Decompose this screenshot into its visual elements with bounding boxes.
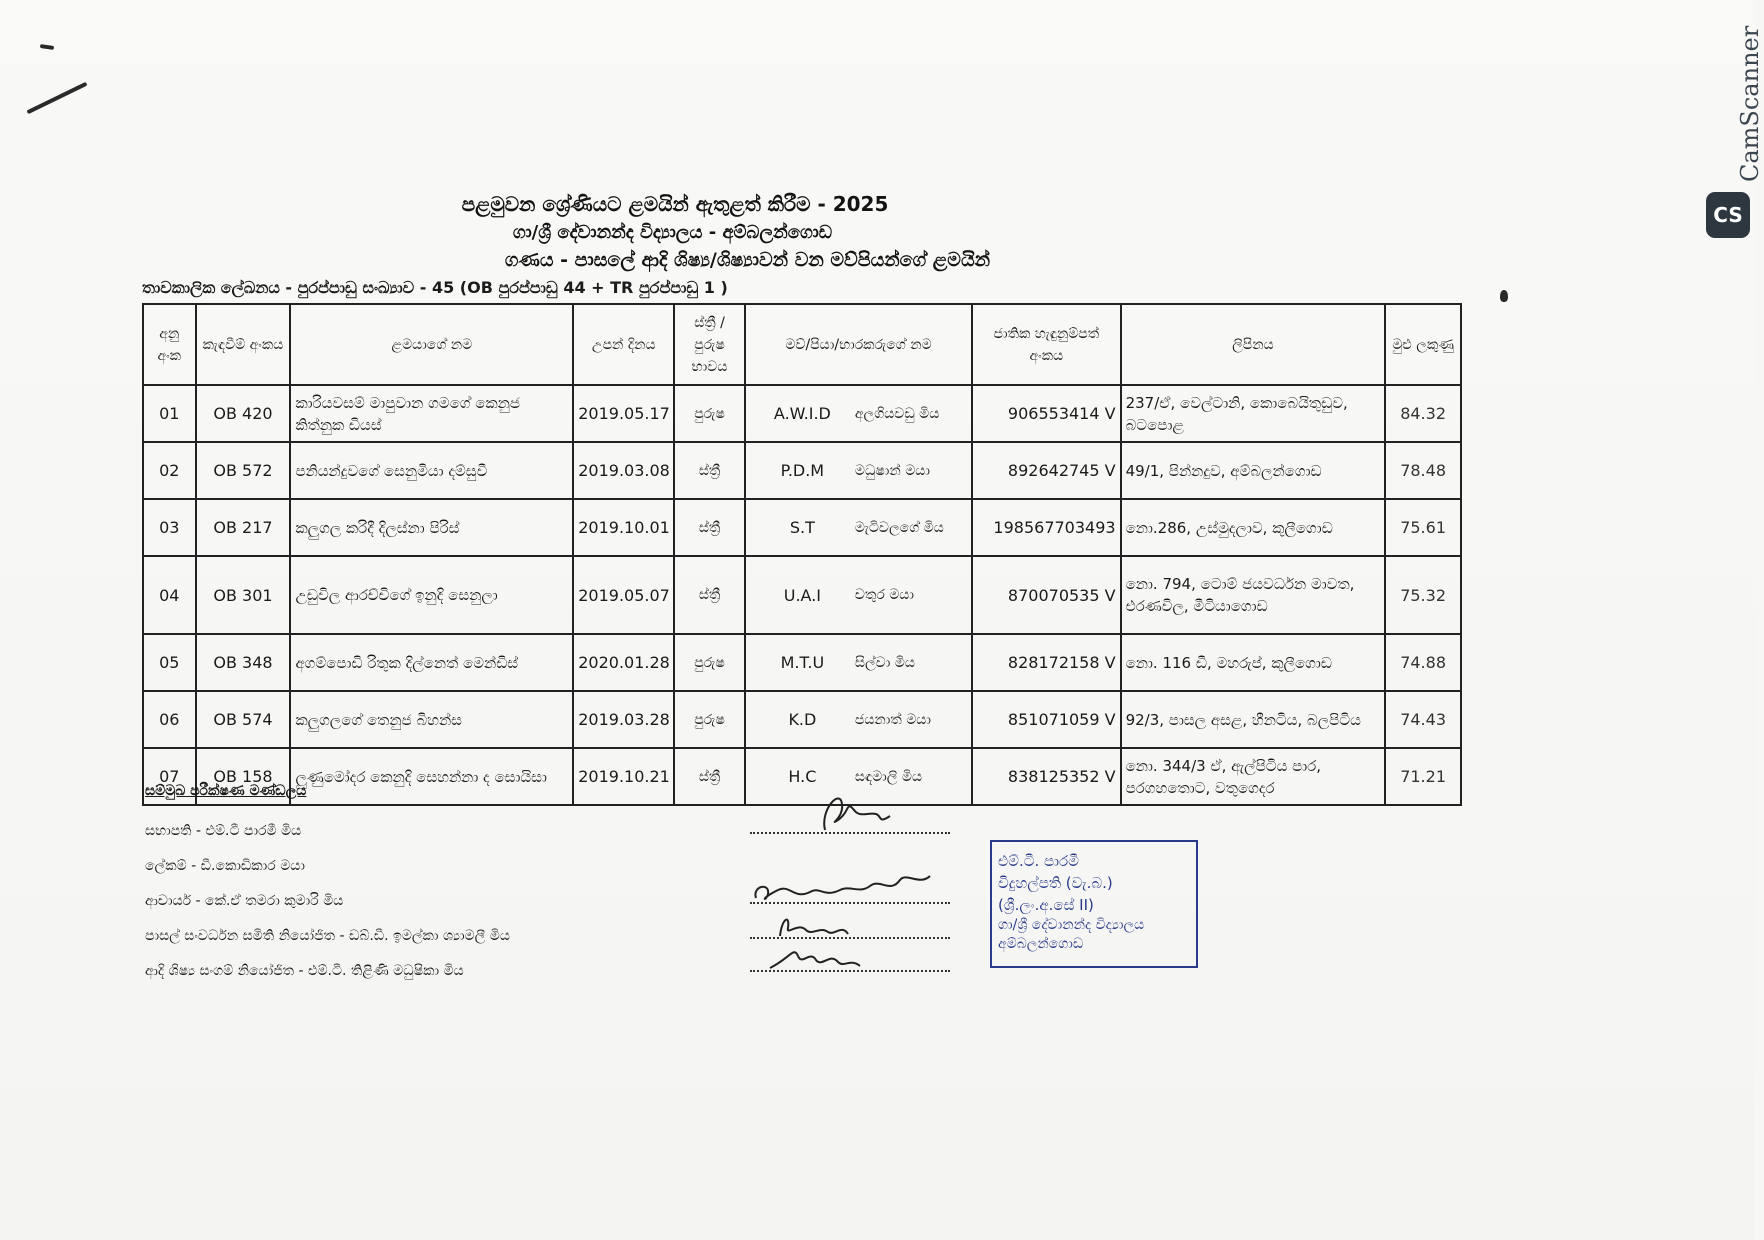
cell-gender: පුරුෂ — [674, 634, 745, 691]
cell-serial: 01 — [143, 385, 196, 442]
cell-parent — [745, 442, 972, 499]
cell-nic: 906553414 V — [972, 385, 1120, 442]
cell-app-no: OB 348 — [196, 634, 291, 691]
cell-address: නො. 344/3 ඒ, ඇල්පිටිය පාර, පරගහතොට, වතුගෙදර — [1121, 748, 1386, 805]
parent-initials: U.A.I — [783, 585, 822, 605]
cell-dob: 2019.05.07 — [573, 556, 674, 634]
cell-gender: ස්ත්‍රී — [674, 499, 745, 556]
cell-child-name: ලුණුමෝදර කෙනුදි සෙහන්නා ද සොයිසා — [290, 748, 573, 805]
cell-serial: 04 — [143, 556, 196, 634]
committee-member: ලේකම් - ඩී.කොඩිකාර මයා — [145, 858, 305, 874]
list-subtitle: තාවකාලික ලේඛනය - පුරප්පාඩු සංඛ්‍යාව - 45 (OB පුරප්පාඩු 44 + TR පුරප්පාඩු 1 ) — [142, 278, 728, 297]
camscanner-watermark: CamScanner — [1736, 25, 1764, 182]
cell-marks: 71.21 — [1385, 748, 1461, 805]
cell-child-name: කලුගල කරිදී දිලස්නා පිරිස් — [290, 499, 573, 556]
header-serial: අනු අංක — [143, 304, 196, 385]
cell-address: 92/3, පාසල අසළ, හීනටිය, බලපිටිය — [1121, 691, 1386, 748]
stamp-title: විදුහල්පති (වැ.බ.) — [998, 874, 1113, 892]
cell-marks: 74.88 — [1385, 634, 1461, 691]
principal-stamp — [990, 840, 1198, 968]
cell-dob: 2019.05.17 — [573, 385, 674, 442]
cell-serial: 07 — [143, 748, 196, 805]
parent-name: මැටිවලගේ මිය — [854, 519, 944, 536]
parent-initials: P.D.M — [780, 461, 825, 480]
cell-app-no: OB 217 — [196, 499, 291, 556]
cell-child-name: කාරියවසම් මාපුවාන ගමගේ කෙනුජ කිත්නුක ඩියස් — [290, 385, 573, 442]
cell-serial: 05 — [143, 634, 196, 691]
parent-initials: S.T — [789, 518, 815, 537]
document-titles — [140, 192, 1260, 271]
parent-name: චතුර මයා — [854, 587, 914, 603]
cell-child-name: කලුගලගේ තෙනුජ බිහන්ස — [290, 691, 573, 748]
committee-heading: සම්මුඛ පරීක්ෂණ මණ්ඩලය — [145, 783, 307, 799]
table-row — [143, 634, 1461, 691]
header-address: ලිපිනය — [1121, 304, 1386, 385]
signatures — [750, 790, 955, 975]
table-row — [143, 442, 1461, 499]
committee-member: ආදි ශිෂ්‍ය සංගම් නියෝජිත - එම්.ටී. තිළිණි මධුෂිකා මිය — [145, 963, 464, 979]
title-line-2: ගා/ශ්‍රී දේවානන්ද විද්‍යාලය - අම්බලන්ගොඩ — [512, 222, 833, 243]
signature-sdc-rep — [770, 952, 860, 968]
interview-committee — [145, 783, 510, 996]
cell-nic: 851071059 V — [972, 691, 1120, 748]
parent-initials: H.C — [788, 767, 817, 786]
stamp-town: අම්බලන්ගොඩ — [998, 936, 1084, 952]
cell-dob: 2019.03.28 — [573, 691, 674, 748]
parent-name: මධුෂාන් මයා — [854, 462, 930, 479]
header-gender: ස්ත්‍රී / පුරුෂ භාවය — [674, 304, 745, 385]
header-marks: මුළු ලකුණු — [1385, 304, 1461, 385]
cell-parent — [745, 556, 972, 634]
header-child-name: ළමයාගේ නම — [290, 304, 573, 385]
cell-nic: 892642745 V — [972, 442, 1120, 499]
stamp-service: (ශ්‍රී.ලං.අ.සේ II) — [998, 896, 1094, 914]
table-row — [143, 691, 1461, 748]
cell-child-name: උඩුවිල ආරච්චිගේ ඉනුදි සෙනුලා — [290, 556, 573, 634]
cell-gender: පුරුෂ — [674, 385, 745, 442]
committee-member: පාසල් සංවර්ධන සමිති නියෝජිත - ඩබ්.ඩී. ඉමල්කා ශ්‍යාමලී මිය — [145, 928, 510, 944]
signature-teacher — [780, 920, 848, 936]
cell-app-no: OB 574 — [196, 691, 291, 748]
cell-app-no: OB 572 — [196, 442, 291, 499]
cell-nic: 198567703493 — [972, 499, 1120, 556]
cell-parent — [745, 385, 972, 442]
title-line-3: ගණය - පාසලේ ආදි ශිෂ්‍ය/ශිෂ්‍යාවන් වන මව්පියන්ගේ ළමයින් — [504, 249, 991, 271]
header-app-no: කැඳවීම් අංකය — [196, 304, 291, 385]
cell-address: නො.286, උස්මුදලාව, කුලීගොඩ — [1121, 499, 1386, 556]
scan-mark — [1500, 290, 1508, 302]
cell-app-no: OB 420 — [196, 385, 291, 442]
cell-dob: 2019.10.01 — [573, 499, 674, 556]
cell-marks: 78.48 — [1385, 442, 1461, 499]
cell-app-no: OB 158 — [196, 748, 291, 805]
table-header-row — [143, 304, 1461, 385]
signature-chairperson — [824, 798, 890, 830]
committee-member: සභාපති - එම්.ටී පාරමී මිය — [145, 823, 302, 839]
parent-name: සඳමාලි මිය — [854, 768, 923, 785]
parent-initials: M.T.U — [780, 653, 825, 672]
cell-app-no: OB 301 — [196, 556, 291, 634]
cell-gender: ස්ත්‍රී — [674, 748, 745, 805]
cell-child-name: අගම්පොඩි රිතුක දිල්නෙත් මෙන්ඩිස් — [290, 634, 573, 691]
admission-table — [142, 303, 1462, 806]
cell-marks: 84.32 — [1385, 385, 1461, 442]
cell-gender: ස්ත්‍රී — [674, 556, 745, 634]
cell-address: 237/ඒ, වෙල්ටානි, කොබෙයිතුඩුව, බටපොළ — [1121, 385, 1386, 442]
table-row — [143, 556, 1461, 634]
cell-nic: 828172158 V — [972, 634, 1120, 691]
cell-gender: ස්ත්‍රී — [674, 442, 745, 499]
cell-serial: 03 — [143, 499, 196, 556]
parent-initials: K.D — [788, 710, 817, 729]
cell-nic: 838125352 V — [972, 748, 1120, 805]
header-dob: උපන් දිනය — [573, 304, 674, 385]
cell-child-name: පනියන්දුවගේ සෙනුමියා දම්සුවී — [290, 442, 573, 499]
cell-nic: 870070535 V — [972, 556, 1120, 634]
header-parent: මව්/පියා/භාරකරුගේ නම — [745, 304, 972, 385]
camscanner-logo-icon: CS — [1706, 192, 1750, 238]
parent-name: අලගියවඩු මිය — [854, 405, 940, 422]
cell-marks: 75.32 — [1385, 556, 1461, 634]
committee-member: ආචාර්ය - කේ.ඒ තමරා කුමාරි මිය — [145, 893, 344, 909]
title-line-1: පළමුවන ශ්‍රේණියට ළමයින් ඇතුළත් කිරීම - 2025 — [461, 192, 889, 216]
parent-name: ජයනාත් මයා — [854, 711, 931, 728]
cell-marks: 74.43 — [1385, 691, 1461, 748]
handwritten-signatures — [750, 790, 955, 975]
cell-address: නො. 116 ඩී, මහරුප්, කුලීගොඩ — [1121, 634, 1386, 691]
signature-secretary — [755, 876, 930, 899]
cell-parent — [745, 691, 972, 748]
table-row — [143, 385, 1461, 442]
cell-marks: 75.61 — [1385, 499, 1461, 556]
cell-parent — [745, 634, 972, 691]
header-nic: ජාතික හැඳුනුම්පත් අංකය — [972, 304, 1120, 385]
cell-address: නො. 794, ටොම් ජයවර්ධන මාවත, එරණවිල, මීටියාගොඩ — [1121, 556, 1386, 634]
parent-name: සිල්වා මිය — [854, 654, 915, 671]
cell-dob: 2019.03.08 — [573, 442, 674, 499]
stamp-school: ගා/ශ්‍රී දේවානන්ද විද්‍යාලය — [998, 917, 1145, 933]
parent-initials: A.W.I.D — [773, 404, 831, 423]
cell-gender: පුරුෂ — [674, 691, 745, 748]
cell-dob: 2020.01.28 — [573, 634, 674, 691]
cell-serial: 06 — [143, 691, 196, 748]
table-row — [143, 499, 1461, 556]
cell-dob: 2019.10.21 — [573, 748, 674, 805]
cell-address: 49/1, පින්නදුව, අම්බලන්ගොඩ — [1121, 442, 1386, 499]
cell-serial: 02 — [143, 442, 196, 499]
cell-parent — [745, 499, 972, 556]
stamp-name: එම්.ටී. පාරමී — [998, 852, 1079, 870]
